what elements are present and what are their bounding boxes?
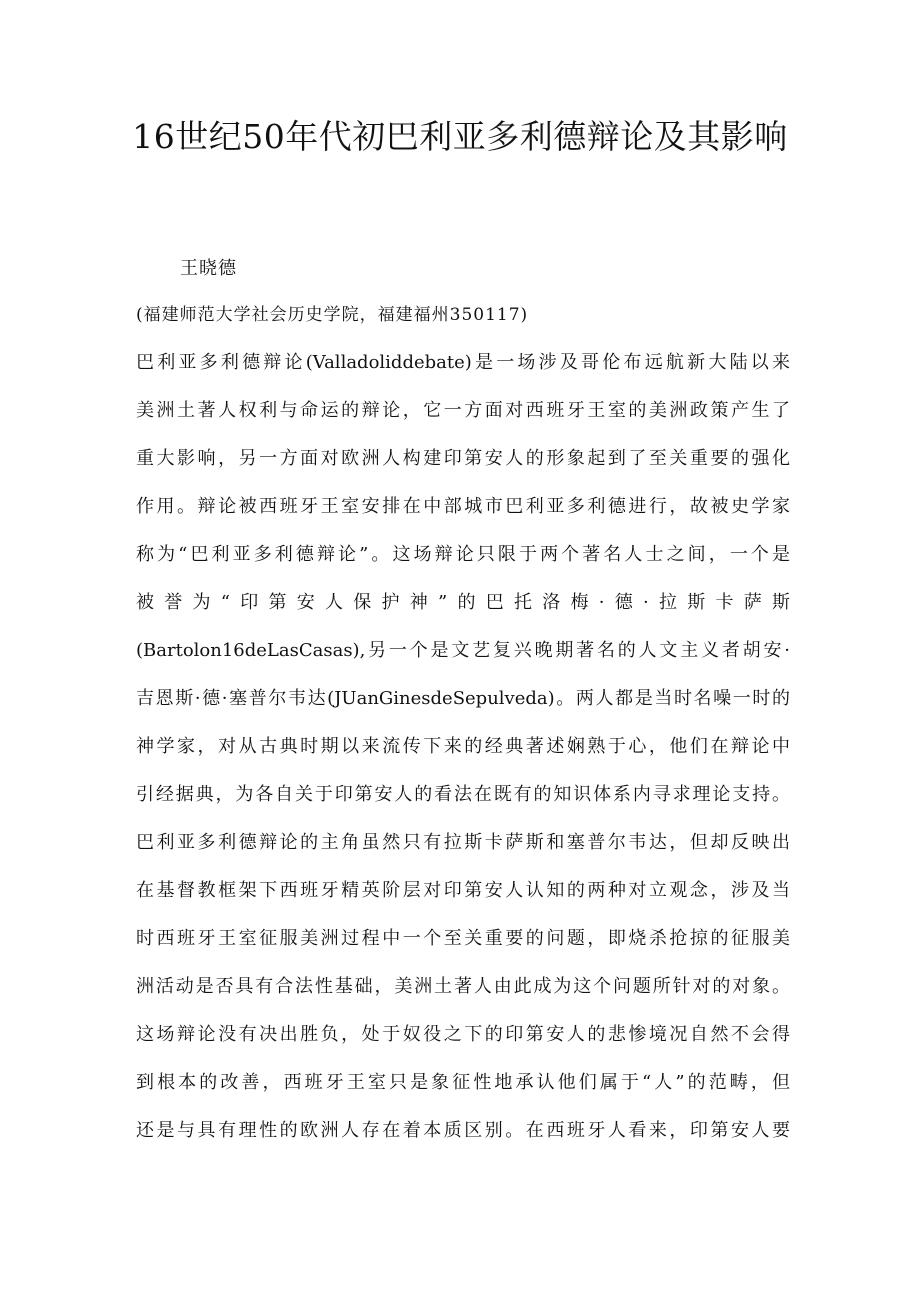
- body-line: 作用。辩论被西班牙王室安排在中部城市巴利亚多利德进行，故被史学家: [136, 496, 790, 517]
- body-text: [136, 348, 790, 1164]
- body-line: 称为“巴利亚多利德辩论”。这场辩论只限于两个著名人士之间，一个是: [136, 544, 790, 565]
- body-line: 被誉为“印第安人保护神”的巴托洛梅·德·拉斯卡萨斯: [136, 592, 790, 613]
- body-line: 洲活动是否具有合法性基础，美洲土著人由此成为这个问题所针对的对象。: [136, 976, 790, 997]
- body-line: 在基督教框架下西班牙精英阶层对印第安人认知的两种对立观念，涉及当: [136, 880, 790, 901]
- author-affiliation: (福建师范大学社会历史学院，福建福州350117): [136, 305, 529, 325]
- body-line: 重大影响，另一方面对欧洲人构建印第安人的形象起到了至关重要的强化: [136, 448, 790, 469]
- body-line: 时西班牙王室征服美洲过程中一个至关重要的问题，即烧杀抢掠的征服美: [136, 928, 790, 949]
- body-line: 这场辩论没有决出胜负，处于奴役之下的印第安人的悲惨境况自然不会得: [136, 1024, 790, 1045]
- author-name: 王晓德: [180, 258, 237, 279]
- body-line: 到根本的改善，西班牙王室只是象征性地承认他们属于“人”的范畴，但: [136, 1072, 790, 1093]
- body-line: (Bartolon16deLasCasas),另一个是文艺复兴晚期著名的人文主义者胡安·: [136, 640, 790, 661]
- body-line: 引经据典，为各自关于印第安人的看法在既有的知识体系内寻求理论支持。: [136, 784, 790, 805]
- body-line: 美洲土著人权利与命运的辩论，它一方面对西班牙王室的美洲政策产生了: [136, 400, 790, 421]
- body-line: 巴利亚多利德辩论(Valladoliddebate)是一场涉及哥伦布远航新大陆以来: [136, 352, 790, 373]
- body-line: 还是与具有理性的欧洲人存在着本质区别。在西班牙人看来，印第安人要: [136, 1120, 790, 1141]
- body-line: 神学家，对从古典时期以来流传下来的经典著述娴熟于心，他们在辩论中: [136, 736, 790, 757]
- document-title: 16世纪50年代初巴利亚多利德辩论及其影响: [132, 117, 788, 156]
- body-line: 巴利亚多利德辩论的主角虽然只有拉斯卡萨斯和塞普尔韦达，但却反映出: [136, 832, 790, 853]
- body-line: 吉恩斯·德·塞普尔韦达(JUanGinesdeSepulveda)。两人都是当时名噪一时的: [136, 688, 790, 709]
